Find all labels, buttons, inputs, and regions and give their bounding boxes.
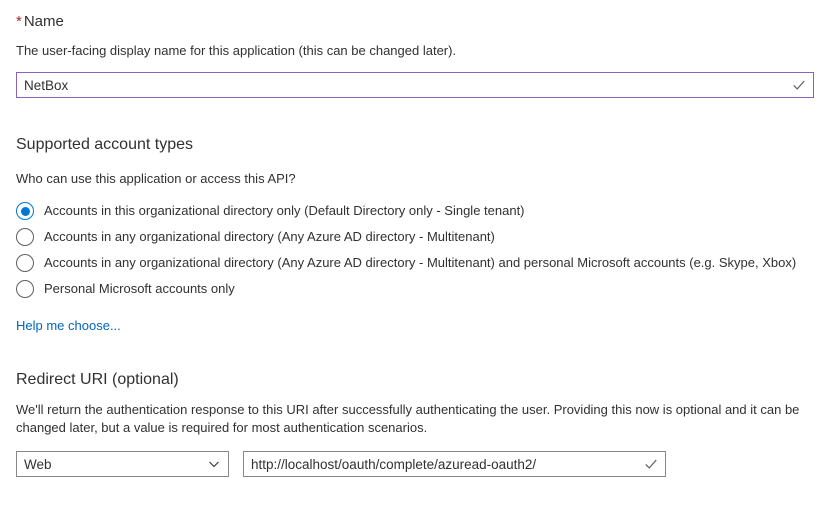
radio-button-icon[interactable] (16, 202, 34, 220)
account-types-radio-group (16, 198, 813, 302)
radio-option-label: Accounts in any organizational directory (Any Azure AD directory - Multitenant) and personal Microsoft accounts (e.g. Skype, Xbox) (44, 255, 797, 270)
platform-select[interactable] (16, 451, 229, 477)
redirect-uri-title: Redirect URI (optional) (16, 371, 179, 388)
radio-button-icon[interactable] (16, 254, 34, 272)
radio-button-icon[interactable] (16, 228, 34, 246)
radio-option-label: Personal Microsoft accounts only (44, 281, 235, 296)
radio-option-label: Accounts in any organizational directory (Any Azure AD directory - Multitenant) (44, 229, 495, 244)
radio-option-label: Accounts in this organizational directory only (Default Directory only - Single tenant) (44, 203, 525, 218)
name-input-wrapper[interactable] (16, 72, 814, 98)
radio-option-personal-only[interactable] (16, 276, 813, 302)
redirect-uri-input-wrapper[interactable] (243, 451, 666, 477)
redirect-uri-row (16, 451, 813, 477)
name-field-label (16, 12, 813, 32)
redirect-uri-input[interactable] (244, 452, 665, 476)
redirect-uri-description: We'll return the authentication response to this URI after successfully authenticating the user. Providing this now is optional and it can be changed later, but a value is required for most authentication scenarios. (16, 402, 800, 435)
chevron-down-icon (208, 458, 220, 470)
name-description: The user-facing display name for this application (this can be changed later). (16, 43, 457, 58)
platform-select-value: Web (24, 456, 52, 472)
help-me-choose-link[interactable]: Help me choose... (16, 318, 121, 333)
name-label-text: Name (23, 13, 64, 30)
account-types-question: Who can use this application or access this API? (16, 171, 296, 186)
radio-option-single-tenant[interactable] (16, 198, 813, 224)
required-indicator: * (16, 13, 22, 30)
radio-option-multitenant-and-personal[interactable] (16, 250, 813, 276)
supported-account-types-title: Supported account types (16, 136, 194, 153)
radio-option-multitenant[interactable] (16, 224, 813, 250)
radio-button-icon[interactable] (16, 280, 34, 298)
name-input[interactable] (17, 73, 813, 97)
